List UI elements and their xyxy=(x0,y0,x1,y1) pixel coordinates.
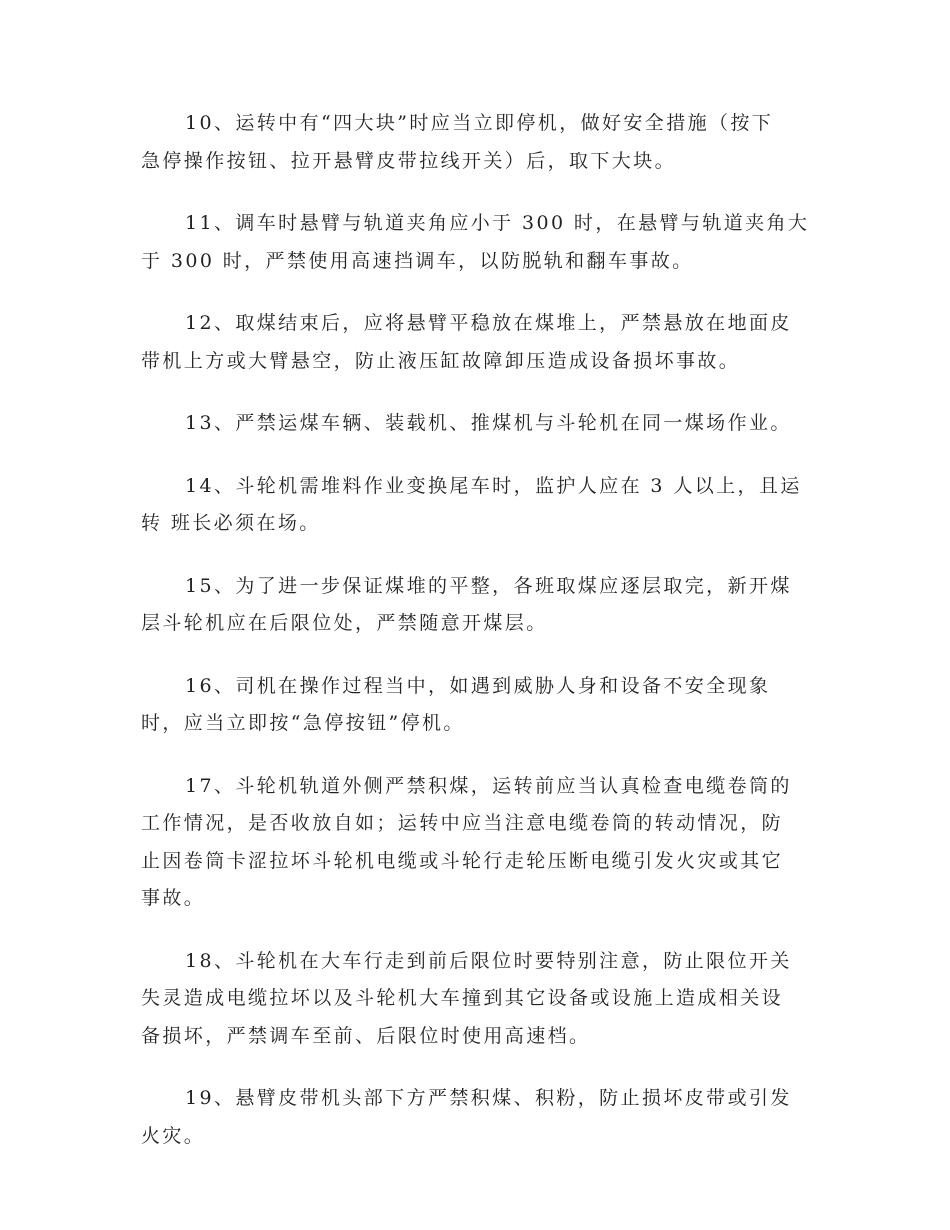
paragraph-line: 工作情况，是否收放自如；运转中应当注意电缆卷筒的转动情况，防 xyxy=(141,812,784,834)
paragraph-line: 17、斗轮机轨道外侧严禁积煤，运转前应当认真检查电缆卷筒的 xyxy=(185,774,792,797)
paragraph-11 xyxy=(141,205,810,280)
document-body xyxy=(141,105,810,1180)
paragraph-line: 备损坏，严禁调车至前、后限位时使用高速档。 xyxy=(141,1024,591,1047)
paragraph-line: 带机上方或大臂悬空，防止液压缸故障卸压造成设备损坏事故。 xyxy=(141,349,741,372)
paragraph-line: 11、调车时悬臂与轨道夹角应小于 300 时，在悬臂与轨道夹角大 xyxy=(185,212,810,234)
paragraph-line: 19、悬臂皮带机头部下方严禁积煤、积粉，防止损坏皮带或引发 xyxy=(185,1087,792,1109)
paragraph-14 xyxy=(141,468,802,543)
paragraph-line: 火灾。 xyxy=(141,1124,206,1147)
paragraph-19 xyxy=(141,1080,796,1155)
paragraph-line: 14、斗轮机需堆料作业变换尾车时，监护人应在 3 人以上，且运 xyxy=(185,474,802,497)
paragraph-line: 失灵造成电缆拉坏以及斗轮机大车撞到其它设备或设施上造成相关设 xyxy=(141,987,784,1009)
paragraph-line: 止因卷筒卡涩拉坏斗轮机电缆或斗轮行走轮压断电缆引发火灾或其它 xyxy=(141,849,784,872)
paragraph-line: 10、运转中有“四大块”时应当立即停机，做好安全措施（按下 xyxy=(185,112,774,134)
paragraph-line: 转 班长必须在场。 xyxy=(141,512,321,534)
paragraph-line: 13、严禁运煤车辆、装载机、推煤机与斗轮机在同一煤场作业。 xyxy=(185,412,792,434)
paragraph-line: 急停操作按钮、拉开悬臂皮带拉线开关）后，取下大块。 xyxy=(141,149,677,172)
paragraph-13 xyxy=(141,405,796,443)
paragraph-line: 12、取煤结束后，应将悬臂平稳放在煤堆上，严禁悬放在地面皮 xyxy=(185,312,792,334)
paragraph-16 xyxy=(141,668,796,743)
paragraph-line: 事故。 xyxy=(141,887,206,909)
paragraph-10 xyxy=(141,105,796,180)
paragraph-12 xyxy=(141,305,796,380)
paragraph-line: 时，应当立即按“急停按钮”停机。 xyxy=(141,712,465,734)
paragraph-17 xyxy=(141,768,796,918)
paragraph-18 xyxy=(141,943,796,1056)
paragraph-line: 18、斗轮机在大车行走到前后限位时要特别注意，防止限位开关 xyxy=(185,949,792,972)
paragraph-15 xyxy=(141,568,796,643)
paragraph-line: 层斗轮机应在后限位处，严禁随意开煤层。 xyxy=(141,612,548,634)
paragraph-line: 16、司机在操作过程当中，如遇到威胁人身和设备不安全现象 xyxy=(185,674,771,697)
paragraph-line: 于 300 时，严禁使用高速挡调车，以防脱轨和翻车事故。 xyxy=(141,249,694,272)
paragraph-line: 15、为了进一步保证煤堆的平整，各班取煤应逐层取完，新开煤 xyxy=(185,574,792,597)
